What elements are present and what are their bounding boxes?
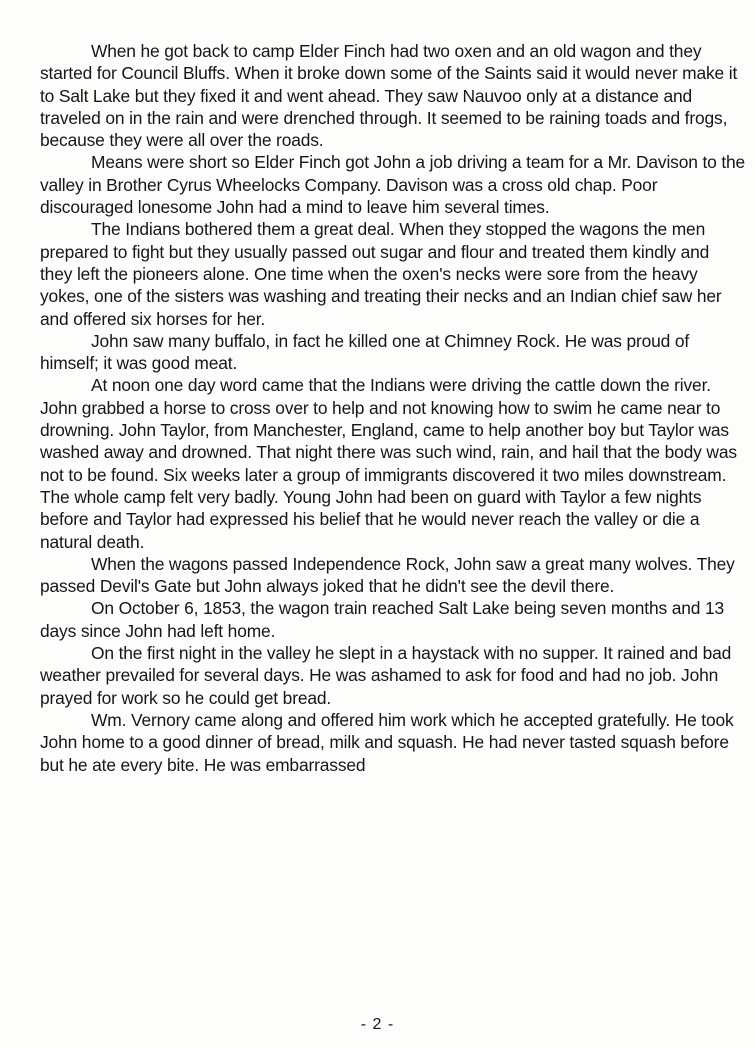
paragraph-5: At noon one day word came that the Indians were driving the cattle down the river. John grabbed a horse to cross over to help and not knowing how to swim he came near to drowning. John Taylor, from Manchester, England, came to help another boy but Taylor was washed away and drowned. That night there was such wind, rain, and hail that the body was not to be found. Six weeks later a group of immigrants discovered it two miles downstream. The whole camp felt very badly. Young John had been on guard with Taylor a few nights before and Taylor had expressed his belief that he would never reach the valley or die a natural death. — [40, 375, 737, 552]
paragraph-4: John saw many buffalo, in fact he killed one at Chimney Rock. He was proud of himself; it was good meat. — [40, 330, 690, 374]
paragraph-2: Means were short so Elder Finch got John a job driving a team for a Mr. Davison to the valley in Brother Cyrus Wheelocks Company. Davison was a cross old chap. Poor discouraged lonesome John had a mind to leave him several times. — [40, 152, 746, 218]
paragraph-1: When he got back to camp Elder Finch had two oxen and an old wagon and they started for Council Bluffs. When it broke down some of the Saints said it would never make it to Salt Lake but they fixed it and went ahead. They saw Nauvoo only at a distance and traveled on in the rain and were drenched through. It seemed to be raining toads and frogs, because they were all over the roads. — [40, 41, 738, 151]
paragraph-6: When the wagons passed Independence Rock, John saw a great many wolves. They passed Devil's Gate but John always joked that he didn't see the devil there. — [40, 553, 735, 597]
paragraph-8: On the first night in the valley he slept in a haystack with no supper. It rained and bad weather prevailed for several days. He was ashamed to ask for food and had no job. John prayed for work so he could get bread. — [40, 643, 732, 708]
paragraph-9: Wm. Vernory came along and offered him work which he accepted gratefully. He took John home to a good dinner of bread, milk and squash. He had never tasted squash before but he ate every bite. He was embarrassed — [40, 709, 734, 775]
page-number: - 2 - — [360, 1016, 395, 1033]
document-body — [40, 40, 746, 776]
paragraph-3: The Indians bothered them a great deal. When they stopped the wagons the men prepared to fight but they usually passed out sugar and flour and treated them kindly and they left the pioneers alone. One time when the oxen's necks were sore from the heavy yokes, one of the sisters was washing and treating their necks and an Indian chief saw her and offered six horses for her. — [40, 219, 722, 329]
paragraph-7: On October 6, 1853, the wagon train reached Salt Lake being seven months and 13 days since John had left home. — [40, 598, 724, 641]
